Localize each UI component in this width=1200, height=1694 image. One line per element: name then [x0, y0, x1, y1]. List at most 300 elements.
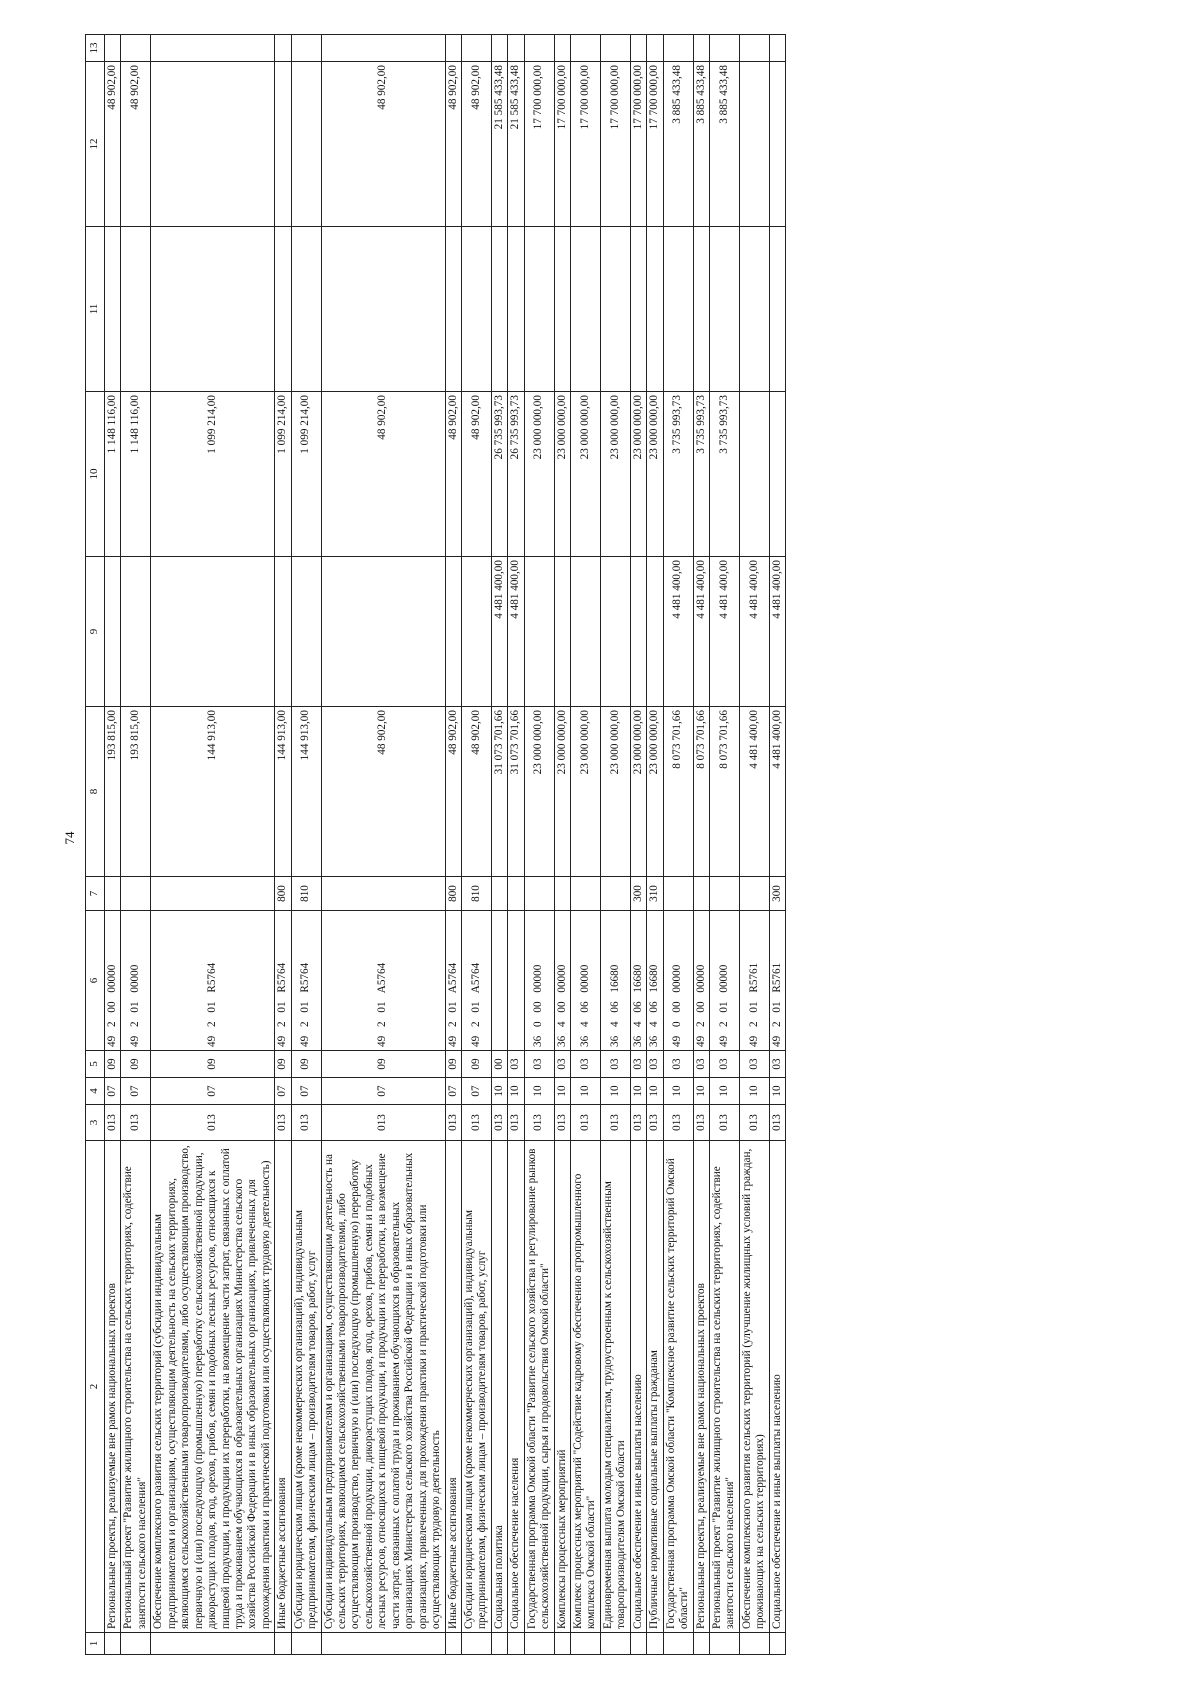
cell-c13 [630, 35, 646, 62]
cell-c2: Субсидии индивидуальным предпринимателям и организациям, осуществляющим деятельность на сельских территориях, являющимся сельскохозяйственными товаропроизводителями, либо осуществляющим производство, первичную и (или) последующую (промышленную) переработку сельскохозяйственной продукции, дикорастущих плодов, ягод, орехов, грибов, семян и подобных лесных ресурсов, относящихся к пищевой продукции, и продукции их переработки, на возмещение части затрат, связанных с оплатой труда и проживанием обучающихся в образовательных организациях Министерства сельского хозяйства Российской Федерации и в иных образовательных организациях, привлеченных для прохождения практики и практической подготовки или осуществляющих трудовую деятельность [321, 1141, 445, 1633]
cell-c7: 810 [291, 877, 321, 911]
cell-c7 [151, 877, 275, 911]
table-row [445, 35, 461, 1655]
cell-c13 [600, 35, 630, 62]
cell-c13 [647, 35, 663, 62]
cell-c10: 1 148 116,00 [121, 392, 151, 557]
cell-c7 [554, 877, 570, 911]
cell-c13 [709, 35, 739, 62]
cell-c11 [600, 227, 630, 392]
cell-c3: 013 [571, 1105, 601, 1141]
cell-c12 [769, 62, 785, 227]
cell-c11 [508, 227, 524, 392]
cell-c12: 48 902,00 [445, 62, 461, 227]
cell-c8: 31 073 701,66 [491, 707, 507, 877]
cell-c6: 49 0 00 00000 [663, 911, 693, 1051]
cell-c12: 48 902,00 [121, 62, 151, 227]
cell-c6: 36 0 00 00000 [524, 911, 554, 1051]
column-header-9: 9 [86, 557, 105, 707]
cell-c10 [739, 392, 769, 557]
cell-c2: Социальное обеспечение и иные выплаты населению [630, 1141, 646, 1633]
cell-c6: 49 2 01 A5764 [445, 911, 461, 1051]
cell-c13 [321, 35, 445, 62]
cell-c8: 23 000 000,00 [647, 707, 663, 877]
cell-c8: 193 815,00 [105, 707, 121, 877]
cell-c1 [321, 1633, 445, 1655]
cell-c5: 09 [291, 1051, 321, 1078]
cell-c2: Региональный проект "Развитие жилищного строительства на сельских территориях, содействие занятости сельского населения" [121, 1141, 151, 1633]
cell-c2: Иные бюджетные ассигнования [445, 1141, 461, 1633]
cell-c9 [321, 557, 445, 707]
cell-c10: 23 000 000,00 [600, 392, 630, 557]
cell-c4: 10 [554, 1078, 570, 1105]
cell-c13 [663, 35, 693, 62]
cell-c10: 1 099 214,00 [275, 392, 291, 557]
cell-c6 [508, 911, 524, 1051]
cell-c5: 09 [461, 1051, 491, 1078]
cell-c4: 07 [105, 1078, 121, 1105]
table-row [600, 35, 630, 1655]
table-row [321, 35, 445, 1655]
cell-c3: 013 [151, 1105, 275, 1141]
table-row [571, 35, 601, 1655]
table-row [709, 35, 739, 1655]
cell-c2: Государственная программа Омской области "Развитие сельского хозяйства и регулирование рынков сельскохозяйственной продукции, сырья и продовольствия Омской области" [524, 1141, 554, 1633]
cell-c12 [291, 62, 321, 227]
cell-c13 [291, 35, 321, 62]
cell-c2: Социальное обеспечение и иные выплаты населению [769, 1141, 785, 1633]
cell-c6: 36 4 06 16680 [630, 911, 646, 1051]
table-row [105, 35, 121, 1655]
cell-c2: Публичные нормативные социальные выплаты гражданам [647, 1141, 663, 1633]
cell-c1 [663, 1633, 693, 1655]
cell-c8: 8 073 701,66 [709, 707, 739, 877]
cell-c11 [571, 227, 601, 392]
cell-c3: 013 [275, 1105, 291, 1141]
cell-c7 [121, 877, 151, 911]
cell-c9 [571, 557, 601, 707]
cell-c5: 03 [647, 1051, 663, 1078]
cell-c8: 144 913,00 [291, 707, 321, 877]
cell-c10: 1 099 214,00 [291, 392, 321, 557]
cell-c5: 03 [571, 1051, 601, 1078]
cell-c6: 49 2 01 R5761 [739, 911, 769, 1051]
cell-c5: 03 [663, 1051, 693, 1078]
cell-c10: 26 735 993,73 [491, 392, 507, 557]
cell-c4: 07 [445, 1078, 461, 1105]
cell-c3: 013 [647, 1105, 663, 1141]
header-row [86, 35, 105, 1655]
cell-c8: 4 481 400,00 [769, 707, 785, 877]
cell-c8: 8 073 701,66 [693, 707, 709, 877]
cell-c7 [663, 877, 693, 911]
cell-c3: 013 [554, 1105, 570, 1141]
cell-c7: 300 [630, 877, 646, 911]
cell-c13 [151, 35, 275, 62]
cell-c6: 49 2 01 A5764 [461, 911, 491, 1051]
cell-c8: 4 481 400,00 [739, 707, 769, 877]
cell-c1 [600, 1633, 630, 1655]
cell-c13 [769, 35, 785, 62]
cell-c3: 013 [630, 1105, 646, 1141]
cell-c13 [739, 35, 769, 62]
cell-c7 [508, 877, 524, 911]
cell-c1 [693, 1633, 709, 1655]
cell-c11 [647, 227, 663, 392]
table-row [461, 35, 491, 1655]
cell-c5: 09 [321, 1051, 445, 1078]
cell-c9 [105, 557, 121, 707]
cell-c5: 03 [600, 1051, 630, 1078]
cell-c11 [121, 227, 151, 392]
cell-c2: Комплекс процессных мероприятий "Содействие кадровому обеспечению агропромышленного комплекса Омской области" [571, 1141, 601, 1633]
cell-c9: 4 481 400,00 [508, 557, 524, 707]
table-row [491, 35, 507, 1655]
cell-c2: Обеспечение комплексного развития сельских территорий (субсидии индивидуальным предпринимателям и организациям, осуществляющим деятельность на сельских территориях, являющимся сельскохозяйственными товаропроизводителями, либо осуществляющим производство, первичную и (или) последующую (промышленную) переработку сельскохозяйственной продукции, дикорастущих плодов, ягод, орехов, грибов, семян и подобных лесных ресурсов, относящихся к пищевой продукции, и продукции их переработки, на возмещение части затрат, связанных с оплатой труда и проживанием обучающихся в образовательных организациях Министерства сельского хозяйства Российской Федерации и в иных образовательных организациях, привлеченных для прохождения практики и практической подготовки или осуществляющих трудовую деятельность) [151, 1141, 275, 1633]
cell-c9 [151, 557, 275, 707]
cell-c3: 013 [524, 1105, 554, 1141]
cell-c13 [693, 35, 709, 62]
cell-c11 [524, 227, 554, 392]
cell-c2: Обеспечение комплексного развития сельских территорий (улучшение жилищных условий граждан, проживающих на сельских территориях) [739, 1141, 769, 1633]
cell-c11 [630, 227, 646, 392]
cell-c13 [105, 35, 121, 62]
table-row [769, 35, 785, 1655]
cell-c5: 09 [275, 1051, 291, 1078]
cell-c6: 49 2 01 R5761 [769, 911, 785, 1051]
cell-c3: 013 [291, 1105, 321, 1141]
cell-c7: 800 [445, 877, 461, 911]
cell-c12: 21 585 433,48 [491, 62, 507, 227]
cell-c4: 10 [571, 1078, 601, 1105]
cell-c6: 36 4 06 16680 [647, 911, 663, 1051]
cell-c7 [491, 877, 507, 911]
cell-c5: 09 [105, 1051, 121, 1078]
cell-c1 [524, 1633, 554, 1655]
cell-c2: Региональные проекты, реализуемые вне рамок национальных проектов [693, 1141, 709, 1633]
cell-c8: 48 902,00 [321, 707, 445, 877]
cell-c1 [739, 1633, 769, 1655]
cell-c7: 310 [647, 877, 663, 911]
cell-c12: 48 902,00 [321, 62, 445, 227]
cell-c7 [600, 877, 630, 911]
column-header-3: 3 [86, 1105, 105, 1141]
cell-c2: Региональный проект "Развитие жилищного строительства на сельских территориях, содействие занятости сельского населения" [709, 1141, 739, 1633]
cell-c1 [554, 1633, 570, 1655]
cell-c8: 8 073 701,66 [663, 707, 693, 877]
cell-c1 [151, 1633, 275, 1655]
cell-c5: 03 [554, 1051, 570, 1078]
cell-c12: 17 700 000,00 [524, 62, 554, 227]
cell-c12: 17 700 000,00 [554, 62, 570, 227]
cell-c12: 17 700 000,00 [600, 62, 630, 227]
cell-c10 [769, 392, 785, 557]
table-row [693, 35, 709, 1655]
cell-c4: 10 [630, 1078, 646, 1105]
cell-c5: 09 [151, 1051, 275, 1078]
cell-c7 [524, 877, 554, 911]
cell-c12 [739, 62, 769, 227]
cell-c10: 23 000 000,00 [571, 392, 601, 557]
cell-c7 [321, 877, 445, 911]
column-header-5: 5 [86, 1051, 105, 1078]
cell-c7 [693, 877, 709, 911]
cell-c10: 48 902,00 [445, 392, 461, 557]
table-row [524, 35, 554, 1655]
cell-c9: 4 481 400,00 [491, 557, 507, 707]
column-header-10: 10 [86, 392, 105, 557]
cell-c6: 36 4 00 00000 [554, 911, 570, 1051]
cell-c5: 09 [121, 1051, 151, 1078]
cell-c13 [571, 35, 601, 62]
cell-c6 [491, 911, 507, 1051]
cell-c8: 48 902,00 [445, 707, 461, 877]
cell-c6: 36 4 06 00000 [571, 911, 601, 1051]
cell-c5: 03 [769, 1051, 785, 1078]
cell-c3: 013 [491, 1105, 507, 1141]
table-row [647, 35, 663, 1655]
cell-c11 [663, 227, 693, 392]
cell-c9 [445, 557, 461, 707]
cell-c3: 013 [663, 1105, 693, 1141]
cell-c2: Социальное обеспечение населения [508, 1141, 524, 1633]
cell-c12: 3 885 433,48 [693, 62, 709, 227]
cell-c4: 10 [600, 1078, 630, 1105]
table-row [291, 35, 321, 1655]
cell-c9 [291, 557, 321, 707]
cell-c3: 013 [739, 1105, 769, 1141]
cell-c10: 3 735 993,73 [709, 392, 739, 557]
page-number: 74 [62, 831, 77, 845]
cell-c8: 193 815,00 [121, 707, 151, 877]
cell-c2: Региональные проекты, реализуемые вне рамок национальных проектов [105, 1141, 121, 1633]
cell-c9: 4 481 400,00 [769, 557, 785, 707]
cell-c3: 013 [600, 1105, 630, 1141]
cell-c6: 49 2 01 A5764 [321, 911, 445, 1051]
cell-c12: 3 885 433,48 [663, 62, 693, 227]
cell-c12: 21 585 433,48 [508, 62, 524, 227]
cell-c9: 4 481 400,00 [739, 557, 769, 707]
cell-c8: 23 000 000,00 [571, 707, 601, 877]
cell-c3: 013 [461, 1105, 491, 1141]
cell-c8: 144 913,00 [151, 707, 275, 877]
table-row [630, 35, 646, 1655]
cell-c11 [151, 227, 275, 392]
column-header-12: 12 [86, 62, 105, 227]
cell-c12 [275, 62, 291, 227]
cell-c8: 23 000 000,00 [600, 707, 630, 877]
cell-c12: 3 885 433,48 [709, 62, 739, 227]
cell-c2: Комплексы процессных мероприятий [554, 1141, 570, 1633]
cell-c2: Государственная программа Омской области "Комплексное развитие сельских территорий Омской области" [663, 1141, 693, 1633]
cell-c9 [647, 557, 663, 707]
cell-c3: 013 [105, 1105, 121, 1141]
cell-c8: 31 073 701,66 [508, 707, 524, 877]
cell-c7: 300 [769, 877, 785, 911]
cell-c4: 10 [693, 1078, 709, 1105]
cell-c5: 09 [445, 1051, 461, 1078]
cell-c5: 03 [508, 1051, 524, 1078]
cell-c12: 48 902,00 [461, 62, 491, 227]
cell-c5: 03 [630, 1051, 646, 1078]
cell-c11 [739, 227, 769, 392]
cell-c9 [600, 557, 630, 707]
cell-c9 [524, 557, 554, 707]
cell-c1 [647, 1633, 663, 1655]
cell-c4: 10 [709, 1078, 739, 1105]
cell-c3: 013 [445, 1105, 461, 1141]
cell-c5: 03 [739, 1051, 769, 1078]
cell-c6: 49 2 00 00000 [105, 911, 121, 1051]
table-row [121, 35, 151, 1655]
cell-c3: 013 [693, 1105, 709, 1141]
cell-c9: 4 481 400,00 [709, 557, 739, 707]
cell-c2: Социальная политика [491, 1141, 507, 1633]
cell-c12 [151, 62, 275, 227]
cell-c10: 3 735 993,73 [663, 392, 693, 557]
column-header-7: 7 [86, 877, 105, 911]
cell-c6: 49 2 01 R5764 [291, 911, 321, 1051]
cell-c2: Иные бюджетные ассигнования [275, 1141, 291, 1633]
cell-c11 [321, 227, 445, 392]
table-row [739, 35, 769, 1655]
cell-c6: 49 2 01 00000 [121, 911, 151, 1051]
cell-c3: 013 [508, 1105, 524, 1141]
cell-c5: 03 [709, 1051, 739, 1078]
cell-c4: 10 [739, 1078, 769, 1105]
cell-c1 [571, 1633, 601, 1655]
cell-c8: 23 000 000,00 [524, 707, 554, 877]
cell-c12: 17 700 000,00 [571, 62, 601, 227]
cell-c4: 07 [291, 1078, 321, 1105]
cell-c9 [275, 557, 291, 707]
cell-c11 [769, 227, 785, 392]
cell-c1 [445, 1633, 461, 1655]
cell-c1 [491, 1633, 507, 1655]
cell-c12: 17 700 000,00 [647, 62, 663, 227]
cell-c6: 36 4 06 16680 [600, 911, 630, 1051]
cell-c1 [508, 1633, 524, 1655]
cell-c7: 810 [461, 877, 491, 911]
cell-c11 [709, 227, 739, 392]
cell-c11 [291, 227, 321, 392]
cell-c2: Субсидии юридическим лицам (кроме некоммерческих организаций), индивидуальным предпринимателям, физическим лицам – производителям товаров, работ, услуг [461, 1141, 491, 1633]
cell-c4: 07 [321, 1078, 445, 1105]
cell-c4: 10 [647, 1078, 663, 1105]
cell-c4: 07 [151, 1078, 275, 1105]
cell-c13 [275, 35, 291, 62]
column-header-11: 11 [86, 227, 105, 392]
cell-c5: 03 [693, 1051, 709, 1078]
cell-c1 [275, 1633, 291, 1655]
table-row [508, 35, 524, 1655]
cell-c1 [769, 1633, 785, 1655]
cell-c4: 10 [769, 1078, 785, 1105]
cell-c7: 800 [275, 877, 291, 911]
cell-c10: 48 902,00 [321, 392, 445, 557]
cell-c3: 013 [121, 1105, 151, 1141]
cell-c10: 23 000 000,00 [630, 392, 646, 557]
cell-c5: 03 [524, 1051, 554, 1078]
cell-c7 [709, 877, 739, 911]
cell-c6: 49 2 01 R5764 [151, 911, 275, 1051]
cell-c12: 17 700 000,00 [630, 62, 646, 227]
cell-c10: 48 902,00 [461, 392, 491, 557]
cell-c8: 48 902,00 [461, 707, 491, 877]
cell-c10: 23 000 000,00 [554, 392, 570, 557]
cell-c7 [105, 877, 121, 911]
cell-c6: 49 2 01 00000 [709, 911, 739, 1051]
cell-c1 [105, 1633, 121, 1655]
table-body [86, 35, 786, 1655]
cell-c4: 10 [524, 1078, 554, 1105]
cell-c9: 4 481 400,00 [693, 557, 709, 707]
cell-c13 [508, 35, 524, 62]
cell-c7 [739, 877, 769, 911]
column-header-13: 13 [86, 35, 105, 62]
cell-c3: 013 [769, 1105, 785, 1141]
column-header-4: 4 [86, 1078, 105, 1105]
cell-c6: 49 2 01 R5764 [275, 911, 291, 1051]
cell-c2: Единовременная выплата молодым специалистам, трудоустроенным к сельскохозяйственным товаропроизводителям Омской области [600, 1141, 630, 1633]
cell-c4: 10 [508, 1078, 524, 1105]
cell-c9 [461, 557, 491, 707]
cell-c9 [554, 557, 570, 707]
cell-c10: 1 148 116,00 [105, 392, 121, 557]
column-header-6: 6 [86, 911, 105, 1051]
cell-c13 [524, 35, 554, 62]
cell-c12: 48 902,00 [105, 62, 121, 227]
cell-c5: 00 [491, 1051, 507, 1078]
budget-table [85, 34, 786, 1655]
cell-c10: 1 099 214,00 [151, 392, 275, 557]
cell-c11 [275, 227, 291, 392]
column-header-8: 8 [86, 707, 105, 877]
cell-c13 [461, 35, 491, 62]
cell-c8: 23 000 000,00 [554, 707, 570, 877]
cell-c10: 23 000 000,00 [524, 392, 554, 557]
cell-c11 [491, 227, 507, 392]
cell-c11 [461, 227, 491, 392]
cell-c3: 013 [321, 1105, 445, 1141]
table-row [151, 35, 275, 1655]
table-row [663, 35, 693, 1655]
cell-c11 [554, 227, 570, 392]
table-row [275, 35, 291, 1655]
cell-c13 [554, 35, 570, 62]
cell-c4: 07 [461, 1078, 491, 1105]
table-row [554, 35, 570, 1655]
cell-c9 [121, 557, 151, 707]
cell-c13 [491, 35, 507, 62]
cell-c4: 10 [491, 1078, 507, 1105]
cell-c3: 013 [709, 1105, 739, 1141]
cell-c8: 23 000 000,00 [630, 707, 646, 877]
cell-c9: 4 481 400,00 [663, 557, 693, 707]
cell-c10: 26 735 993,73 [508, 392, 524, 557]
cell-c1 [630, 1633, 646, 1655]
cell-c9 [630, 557, 646, 707]
cell-c1 [121, 1633, 151, 1655]
cell-c4: 10 [663, 1078, 693, 1105]
cell-c1 [291, 1633, 321, 1655]
cell-c1 [461, 1633, 491, 1655]
cell-c6: 49 2 00 00000 [693, 911, 709, 1051]
cell-c10: 3 735 993,73 [693, 392, 709, 557]
column-header-1: 1 [86, 1633, 105, 1655]
cell-c2: Субсидии юридическим лицам (кроме некоммерческих организаций), индивидуальным предпринимателям, физическим лицам – производителям товаров, работ, услуг [291, 1141, 321, 1633]
cell-c13 [121, 35, 151, 62]
